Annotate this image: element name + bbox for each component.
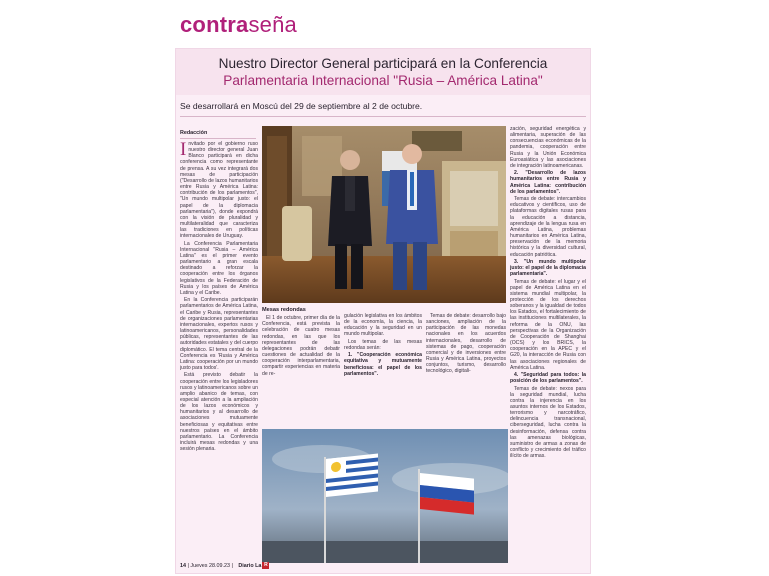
mesas-heading: Mesas redondas: [262, 307, 306, 313]
byline: Redacción: [180, 130, 256, 139]
paragraph: En la Conferencia participarán parlamentarios de América Latina, el Caribe y Rusia, representantes de organizaciones parlamentarias internacionales, expertos rusos y latinoamericanos, personalidades públicas, representantes de las autoridades estatales y del cuerpo diplomático. El tema central de la Conferencia es 'Rusia y América Latina: cooperación por un mundo justo para todos'.: [180, 297, 258, 371]
newspaper-logo-mark: R: [264, 562, 268, 569]
paragraph: La Conferencia Parlamentaria Internacional "Rusia – América Latina" es el primer evento parlamentario a gran escala destinado a reforzar la cooperación entre los órganos legislativos de la Federación de Rusia y los países de América Latina y el Caribe.: [180, 240, 258, 296]
article-subtitle: Se desarrollará en Moscú del 29 de septiembre al 2 de octubre.: [180, 101, 423, 111]
newspaper-page: [176, 49, 590, 573]
column-4: [426, 313, 506, 425]
column-2: [262, 307, 340, 425]
photo-flags-image: [262, 429, 508, 563]
brand-logo: [180, 12, 297, 38]
list-item: 3. "Un mundo multipolar justo: el papel de la diplomacia parlamentaria".: [510, 258, 586, 278]
column-5: [510, 126, 586, 559]
photo-flags: [262, 429, 508, 563]
paragraph: Temas de debate: el lugar y el papel de América Latina en el sistema mundial multipolar, la protección de los derechos soberanos y la igualdad de todos los Estados, el fortalecimiento de las instituciones multilaterales, la reforma de la ONU, las perspectivas de la Organización de Cooperación de Shanghai (OCS) y los BRICS, la cooperación en la APEC y el G20, la interacción de Rusia con las asociaciones regionales de América Latina.: [510, 278, 586, 371]
paragraph: Los temas de las mesas redondas serán:: [344, 338, 422, 351]
paragraph: gulación legislativa en los ámbitos de la economía, la ciencia, la educación y la seguridad en un mundo multipolar.: [344, 313, 422, 338]
paragraph: Está previsto debatir la cooperación entre los legisladores rusos y latinoamericanos sobre un amplio abanico de temas, con especial atención a la ampliación de los lazos económicos y humanitarios y al desarrollo de asociaciones mutuamente beneficiosas y equitativas entre nuestros países en el ámbito parlamentario. La Conferencia incluirá mesas redondas y una sesión plenaria.: [180, 372, 258, 453]
brand-part2: seña: [248, 12, 297, 37]
divider: [180, 116, 586, 117]
headline-line1: Nuestro Director General participará en la Conferencia: [218, 56, 548, 71]
brand-part1: contra: [180, 12, 249, 37]
paragraph: Temas de debate: nexos para la seguridad mundial, lucha contra la injerencia en los asuntos internos de los Estados, terrorismo y narcotráfico, delincuencia transnacional, ciberseguridad, lucha contra la desinformación, defensa contra las amenazas biológicas, suministro de armas a zonas de conflicto y crecimiento del tráfico ilícito de armas.: [510, 385, 586, 460]
paragraph: Temas de debate: intercambios educativos y científicos, uso de plataformas digitales rusas para la educación a distancia, aprendizaje de la lengua rusa en América Latina, problemas humanitarios en América Latina, preservación de la memoria histórica y la diversidad cultural, educación patriótica.: [510, 196, 586, 258]
paragraph: zación, seguridad energética y alimentaria, superación de las consecuencias económicas de la pandemia, cooperación entre Rusia y la Unión Económica Euroasiática y las asociaciones de integración latinoamericanas.: [510, 126, 586, 169]
page-number: 14: [180, 563, 186, 569]
column-1: [180, 141, 258, 559]
newspaper-logo: Diario La R: [238, 562, 268, 569]
page-footer: [180, 561, 586, 571]
headline-line2: Parlamentaria Internacional "Rusia – América Latina": [223, 73, 543, 88]
list-item: 2. "Desarrollo de lazos humanitarios entre Rusia y América Latina: contribución de los parlamentos".: [510, 170, 586, 195]
photo-meeting: [262, 126, 506, 303]
paragraph: Temas de debate: desarrollo bajo sanciones, ampliación de la participación de las monedas nacionales en los acuerdos internacionales, desarrollo de sistemas de pago, cooperación comercial y de inversiones entre Rusia y América Latina, proyectos conjuntos, turismo, desarrollo tecnológico, digitali-: [426, 313, 506, 375]
paragraph: Invitado por el gobierno ruso nuestro director general Juan Blanco participará en dicha conferencia como representante de prensa. A su vez integrará dos mesas de participación ("Desarrollo de lazos humanitarios entre Rusia y América Latina: contribución de los parlamentos", "Un mundo multipolar justo: el papel de la diplomacia parlamentaria"), donde expondrá con la visión de pluralidad y multilateralidad que caracteriza las tradiciones en políticas internacionales de Uruguay.: [180, 141, 258, 240]
dropcap: I: [180, 141, 187, 160]
paragraph: El 1 de octubre, primer día de la Conferencia, está prevista la celebración de cuatro mesas redondas, en las que los representantes de las delegaciones podrán debatir cuestiones de actualidad de la cooperación interparlamentaria, compartir experiencias en materia de re-: [262, 315, 340, 377]
list-item: 4. "Seguridad para todos: la posición de los parlamentos".: [510, 372, 586, 385]
issue-date: | Jueves 28.09.23 |: [187, 563, 233, 569]
headline-box: [176, 49, 590, 95]
list-item: 1. "Cooperación económica equitativa y mutuamente beneficiosa: el papel de los parlamentos".: [344, 352, 422, 377]
column-3: [344, 313, 422, 425]
photo-meeting-image: [262, 126, 506, 303]
